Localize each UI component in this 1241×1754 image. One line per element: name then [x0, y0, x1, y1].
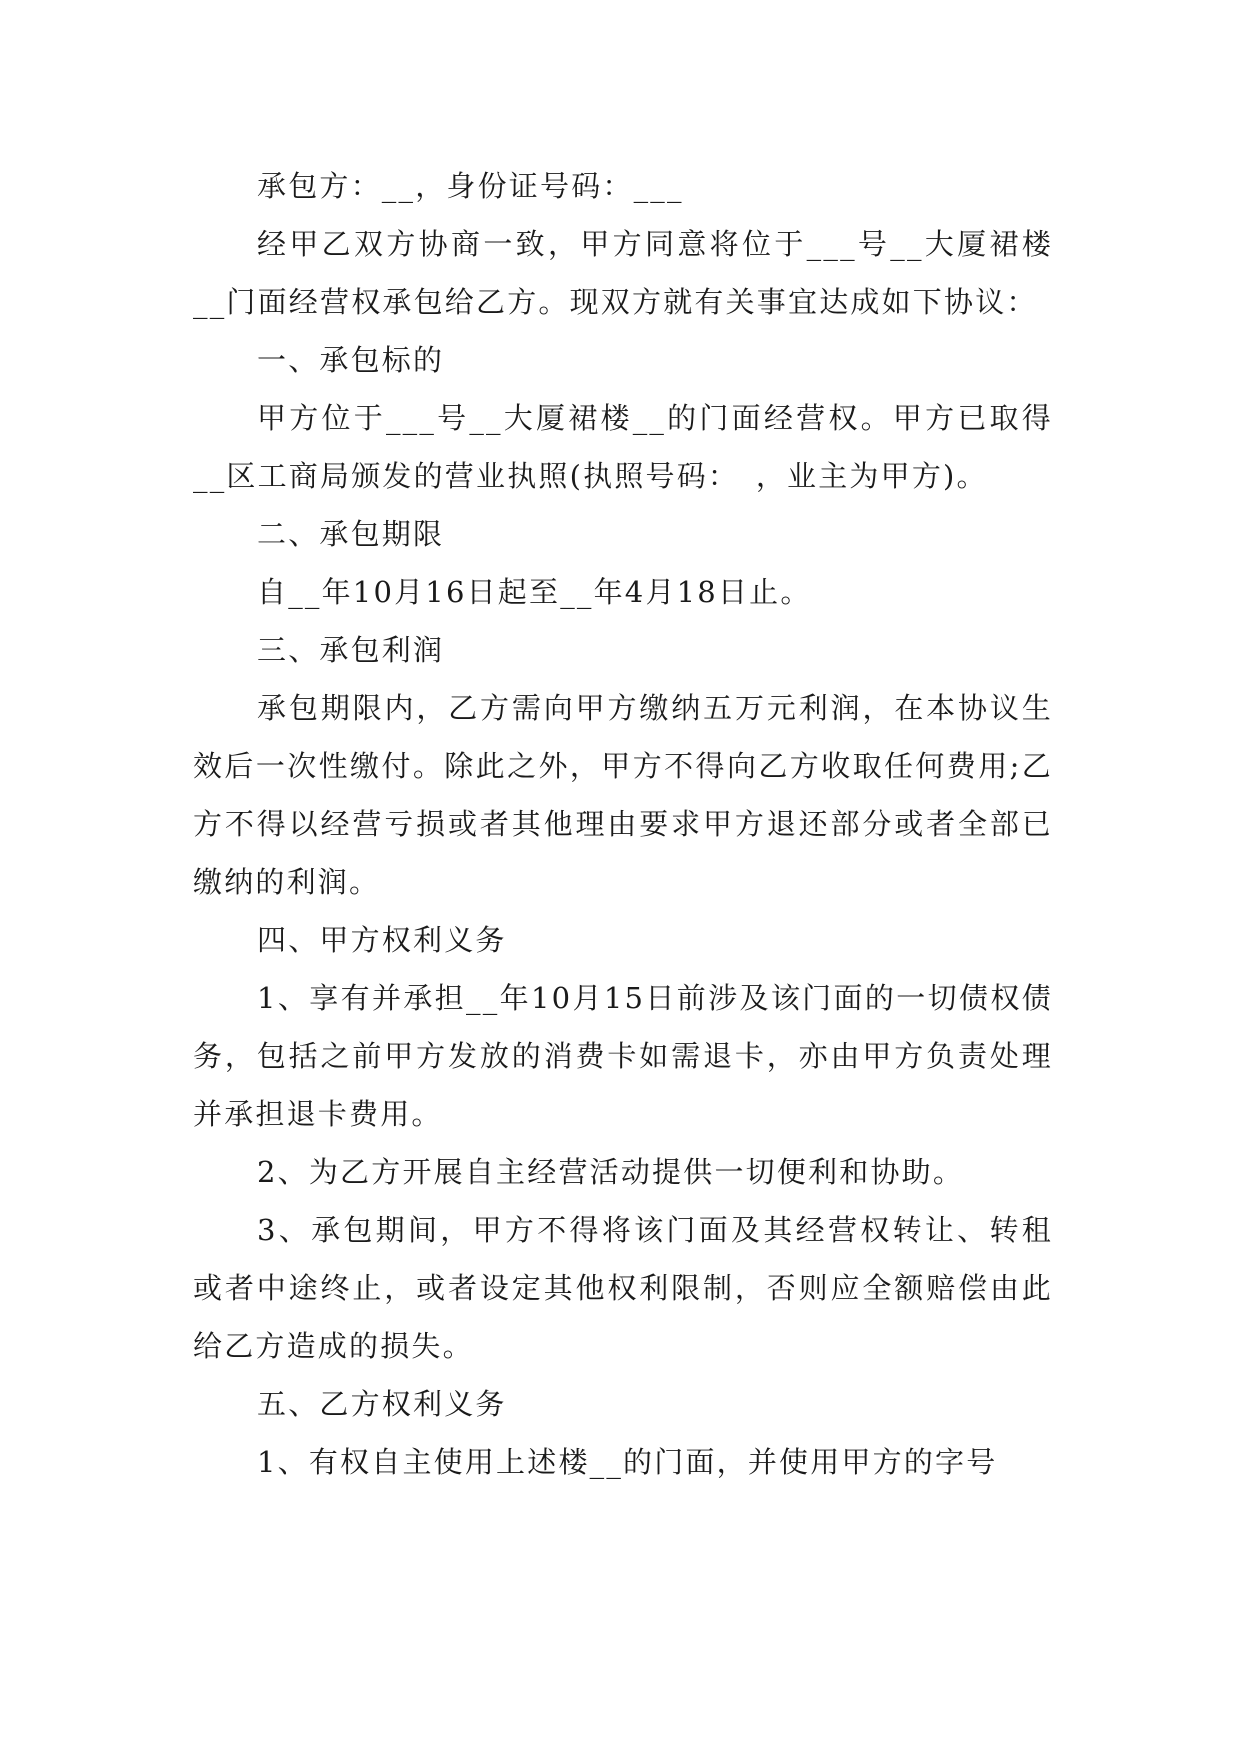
section-4-item-3: 3、承包期间，甲方不得将该门面及其经营权转让、转租或者中途终止，或者设定其他权利限制，否则应全额赔偿由此给乙方造成的损失。	[193, 1213, 1053, 1363]
section-heading-4: 四、甲方权利义务	[257, 923, 507, 957]
party-b-line: 承包方：__，身份证号码：___	[257, 169, 684, 203]
section-2-paragraph: 自__年10月16日起至__年4月18日止。	[257, 575, 812, 609]
preamble-paragraph: 经甲乙双方协商一致，甲方同意将位于___号__大厦裙楼__门面经营权承包给乙方。现双方就有关事宜达成如下协议：	[193, 227, 1053, 319]
section-5-item-1: 1、有权自主使用上述楼__的门面，并使用甲方的字号	[257, 1445, 998, 1479]
section-heading-3: 三、承包利润	[257, 633, 445, 667]
section-heading-5: 五、乙方权利义务	[257, 1387, 507, 1421]
section-3-paragraph: 承包期限内，乙方需向甲方缴纳五万元利润，在本协议生效后一次性缴付。除此之外，甲方不得向乙方收取任何费用;乙方不得以经营亏损或者其他理由要求甲方退还部分或者全部已缴纳的利润。	[193, 691, 1053, 899]
section-4-item-1: 1、享有并承担__年10月15日前涉及该门面的一切债权债务，包括之前甲方发放的消费卡如需退卡，亦由甲方负责处理并承担退卡费用。	[193, 981, 1053, 1131]
section-heading-2: 二、承包期限	[257, 517, 445, 551]
section-1-paragraph: 甲方位于___号__大厦裙楼__的门面经营权。甲方已取得__区工商局颁发的营业执照(执照号码： ，业主为甲方)。	[193, 401, 1053, 493]
section-heading-1: 一、承包标的	[257, 343, 445, 377]
document-body	[193, 157, 1053, 1491]
section-4-item-2: 2、为乙方开展自主经营活动提供一切便利和协助。	[257, 1155, 965, 1189]
